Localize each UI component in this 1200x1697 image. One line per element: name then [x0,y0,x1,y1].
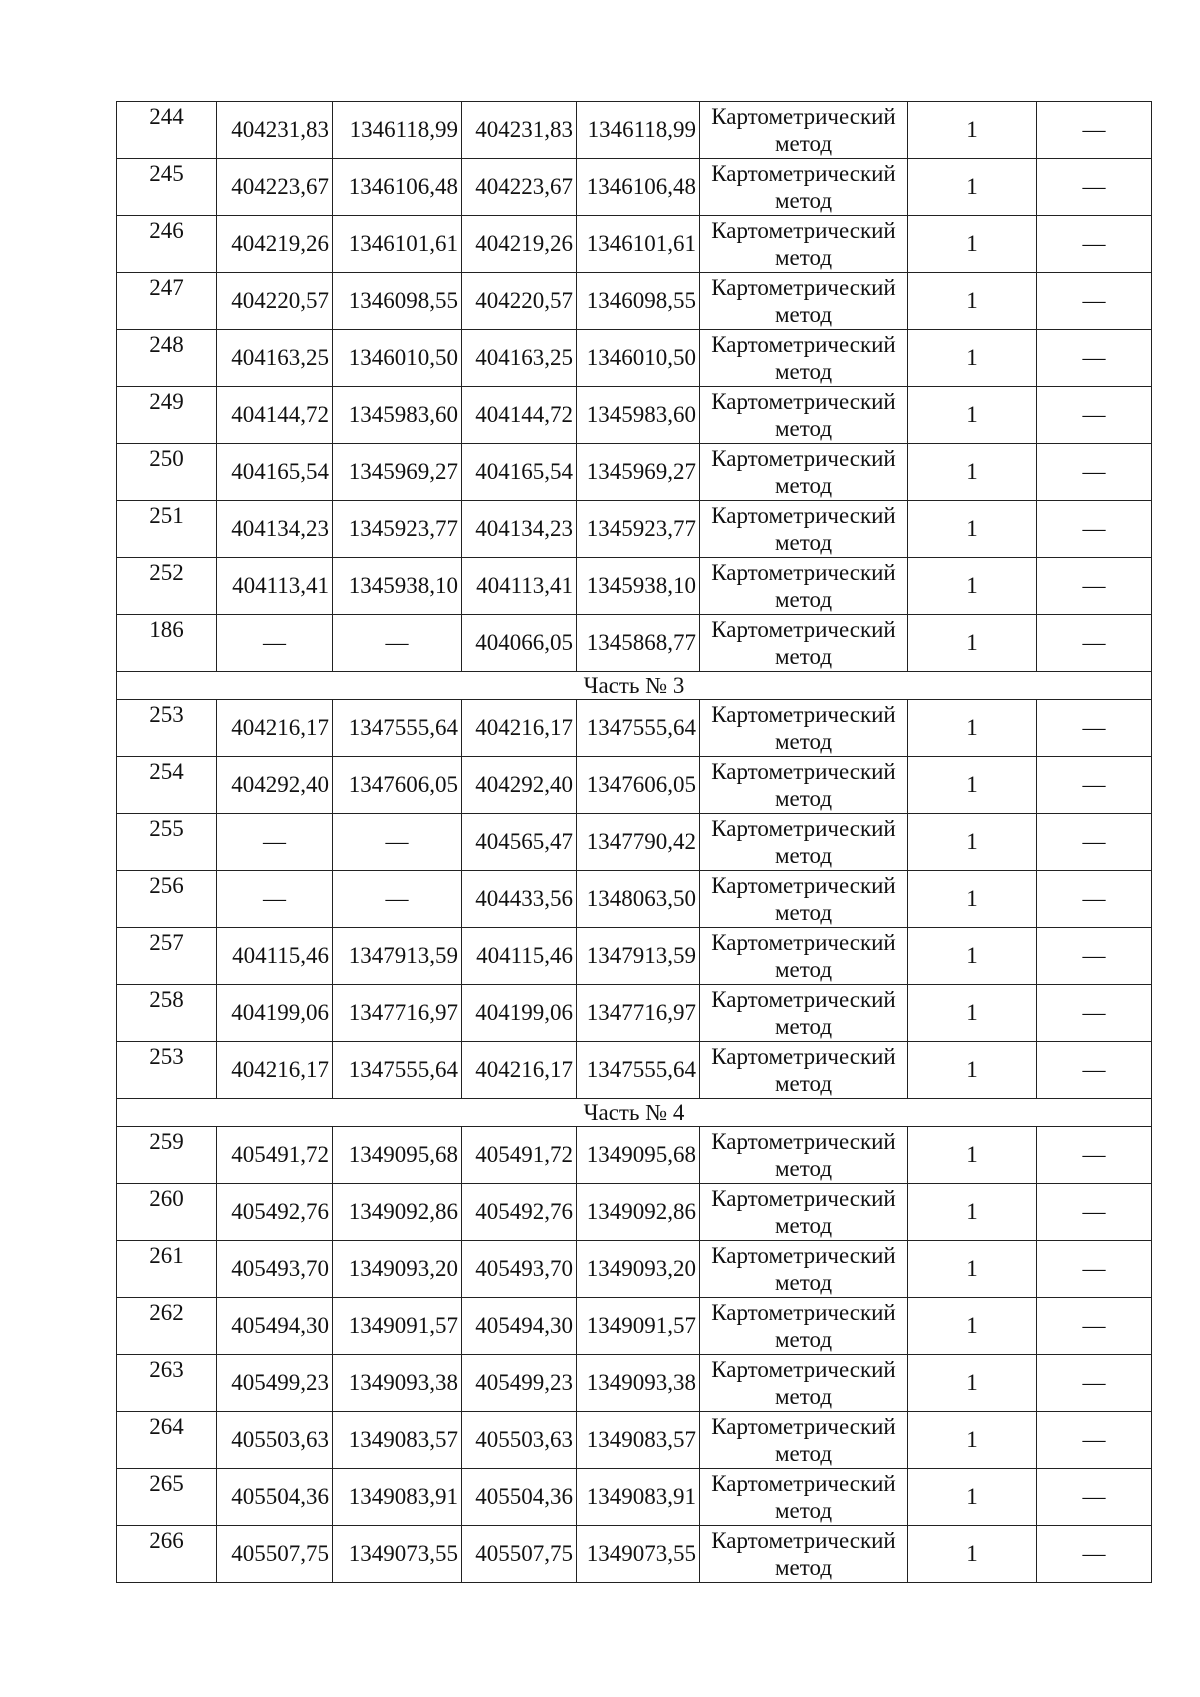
point-number-cell: 260 [117,1184,217,1241]
method-line-2: метод [774,1498,833,1523]
coordinate-cell-y1: 1349073,55 [333,1526,462,1583]
method-cell [700,330,908,387]
method-line-1: Картометрический [711,1471,896,1496]
note-cell: — [1037,1184,1152,1241]
method-line-1: Картометрический [711,759,896,784]
coordinate-cell-y2: 1345983,60 [577,387,700,444]
coordinate-cell-x2: 404115,46 [462,928,577,985]
note-cell: — [1037,871,1152,928]
method-cell [700,1241,908,1298]
coordinate-cell-x1: 404165,54 [217,444,333,501]
method-line-1: Картометрический [711,1300,896,1325]
coordinate-cell-y1: 1345938,10 [333,558,462,615]
method-cell [700,1184,908,1241]
part-header-row [117,1099,1152,1127]
table-row [117,1355,1152,1412]
table-row [117,615,1152,672]
method-line-1: Картометрический [711,503,896,528]
coordinate-cell-y2: 1349093,20 [577,1241,700,1298]
method-cell [700,273,908,330]
method-line-1: Картометрический [711,275,896,300]
point-number-cell: 249 [117,387,217,444]
coordinate-cell-x1: 404219,26 [217,216,333,273]
accuracy-cell: 1 [908,1241,1037,1298]
note-cell: — [1037,558,1152,615]
note-cell: — [1037,1469,1152,1526]
accuracy-cell: 1 [908,615,1037,672]
point-number-cell: 248 [117,330,217,387]
coordinate-cell-y2: 1349091,57 [577,1298,700,1355]
coordinate-cell-y2: 1345923,77 [577,501,700,558]
method-line-1: Картометрический [711,1044,896,1069]
coordinate-cell-y2: 1346010,50 [577,330,700,387]
coordinate-cell-y2: 1347555,64 [577,700,700,757]
method-line-2: метод [774,843,833,868]
point-number-cell: 261 [117,1241,217,1298]
coordinate-cell-x2: 405493,70 [462,1241,577,1298]
coordinate-cell-x2: 404219,26 [462,216,577,273]
coordinate-cell-x1: 404134,23 [217,501,333,558]
coordinate-cell-x2: 404066,05 [462,615,577,672]
table-row [117,757,1152,814]
point-number-cell: 262 [117,1298,217,1355]
accuracy-cell: 1 [908,102,1037,159]
method-cell [700,501,908,558]
method-line-2: метод [774,957,833,982]
method-cell [700,159,908,216]
coordinate-cell-x1: 404199,06 [217,985,333,1042]
method-line-2: метод [774,1071,833,1096]
method-line-2: метод [774,131,833,156]
note-cell: — [1037,1355,1152,1412]
note-cell: — [1037,700,1152,757]
point-number-cell: 253 [117,1042,217,1099]
coordinate-cell-y1: 1347913,59 [333,928,462,985]
coordinate-cell-x2: 404565,47 [462,814,577,871]
coordinate-cell-x2: 404199,06 [462,985,577,1042]
coordinate-cell-x2: 404216,17 [462,700,577,757]
method-line-2: метод [774,644,833,669]
coordinate-cell-x1: — [217,615,333,672]
coordinate-cell-x1: — [217,871,333,928]
method-line-1: Картометрический [711,987,896,1012]
accuracy-cell: 1 [908,1526,1037,1583]
coordinate-cell-x1: 405504,36 [217,1469,333,1526]
note-cell: — [1037,985,1152,1042]
table-row [117,387,1152,444]
accuracy-cell: 1 [908,273,1037,330]
note-cell: — [1037,444,1152,501]
table-body [117,102,1152,1583]
table-row [117,1412,1152,1469]
coordinate-cell-y1: 1347716,97 [333,985,462,1042]
coordinate-cell-y2: 1349093,38 [577,1355,700,1412]
coordinate-cell-y1: 1345969,27 [333,444,462,501]
method-cell [700,387,908,444]
accuracy-cell: 1 [908,216,1037,273]
point-number-cell: 263 [117,1355,217,1412]
point-number-cell: 251 [117,501,217,558]
coordinate-cell-y1: 1349093,38 [333,1355,462,1412]
note-cell: — [1037,102,1152,159]
accuracy-cell: 1 [908,1298,1037,1355]
method-line-1: Картометрический [711,1414,896,1439]
method-cell [700,1412,908,1469]
coordinate-cell-y1: 1349093,20 [333,1241,462,1298]
coordinate-cell-y2: 1346106,48 [577,159,700,216]
coordinate-cell-x2: 404292,40 [462,757,577,814]
accuracy-cell: 1 [908,1469,1037,1526]
table-row [117,558,1152,615]
method-line-1: Картометрический [711,1357,896,1382]
method-line-2: метод [774,1441,833,1466]
table-row [117,501,1152,558]
coordinate-cell-y2: 1347716,97 [577,985,700,1042]
coordinate-cell-x2: 404433,56 [462,871,577,928]
coordinate-cell-x1: 404144,72 [217,387,333,444]
method-cell [700,1526,908,1583]
coordinate-cell-x2: 404223,67 [462,159,577,216]
accuracy-cell: 1 [908,928,1037,985]
method-line-2: метод [774,1270,833,1295]
table-row [117,273,1152,330]
coordinate-cell-y1: 1346106,48 [333,159,462,216]
method-line-2: метод [774,1156,833,1181]
table-row [117,1298,1152,1355]
note-cell: — [1037,216,1152,273]
table-row [117,102,1152,159]
coordinate-cell-x2: 404216,17 [462,1042,577,1099]
method-line-1: Картометрический [711,702,896,727]
method-cell [700,102,908,159]
method-line-2: метод [774,245,833,270]
method-cell [700,615,908,672]
note-cell: — [1037,1127,1152,1184]
coordinate-cell-y1: 1346101,61 [333,216,462,273]
method-cell [700,1355,908,1412]
method-line-2: метод [774,1327,833,1352]
note-cell: — [1037,387,1152,444]
coordinate-cell-y1: — [333,871,462,928]
method-line-1: Картометрический [711,617,896,642]
coordinate-cell-x1: 405494,30 [217,1298,333,1355]
coordinate-cell-x2: 404134,23 [462,501,577,558]
coordinate-cell-y1: 1349095,68 [333,1127,462,1184]
method-line-2: метод [774,1384,833,1409]
coordinate-cell-y1: 1345923,77 [333,501,462,558]
accuracy-cell: 1 [908,1184,1037,1241]
method-line-1: Картометрический [711,1528,896,1553]
point-number-cell: 252 [117,558,217,615]
point-number-cell: 254 [117,757,217,814]
note-cell: — [1037,330,1152,387]
part-header-row [117,672,1152,700]
method-line-1: Картометрический [711,816,896,841]
table-row [117,700,1152,757]
method-line-1: Картометрический [711,389,896,414]
method-cell [700,1469,908,1526]
table-row [117,1469,1152,1526]
accuracy-cell: 1 [908,501,1037,558]
note-cell: — [1037,928,1152,985]
method-cell [700,216,908,273]
coordinate-cell-y2: 1346098,55 [577,273,700,330]
coordinate-cell-y2: 1347555,64 [577,1042,700,1099]
coordinate-cell-y1: 1346010,50 [333,330,462,387]
method-line-1: Картометрический [711,930,896,955]
method-cell [700,1042,908,1099]
coordinate-cell-x1: 404216,17 [217,1042,333,1099]
coordinate-cell-x1: 405499,23 [217,1355,333,1412]
method-cell [700,757,908,814]
note-cell: — [1037,1298,1152,1355]
method-cell [700,444,908,501]
table-row [117,1526,1152,1583]
coordinate-cell-y1: 1345983,60 [333,387,462,444]
accuracy-cell: 1 [908,871,1037,928]
coordinate-cell-y1: — [333,814,462,871]
coordinate-cell-x2: 405491,72 [462,1127,577,1184]
coordinate-cell-x1: 404231,83 [217,102,333,159]
coordinate-cell-x1: 405503,63 [217,1412,333,1469]
method-line-2: метод [774,359,833,384]
accuracy-cell: 1 [908,444,1037,501]
note-cell: — [1037,757,1152,814]
point-number-cell: 256 [117,871,217,928]
method-line-2: метод [774,302,833,327]
table-row [117,1127,1152,1184]
method-cell [700,871,908,928]
method-cell [700,928,908,985]
accuracy-cell: 1 [908,700,1037,757]
method-line-2: метод [774,729,833,754]
coordinate-cell-y2: 1349073,55 [577,1526,700,1583]
method-line-1: Картометрический [711,446,896,471]
coordinate-cell-x2: 404144,72 [462,387,577,444]
point-number-cell: 245 [117,159,217,216]
coordinate-cell-y1: 1347555,64 [333,1042,462,1099]
point-number-cell: 258 [117,985,217,1042]
note-cell: — [1037,814,1152,871]
coordinate-cell-x1: 404223,67 [217,159,333,216]
point-number-cell: 250 [117,444,217,501]
table-row [117,814,1152,871]
table-row [117,985,1152,1042]
coordinate-cell-x2: 405503,63 [462,1412,577,1469]
coordinate-cell-y2: 1349083,57 [577,1412,700,1469]
method-line-1: Картометрический [711,1186,896,1211]
accuracy-cell: 1 [908,1412,1037,1469]
accuracy-cell: 1 [908,757,1037,814]
method-cell [700,985,908,1042]
table-row [117,928,1152,985]
accuracy-cell: 1 [908,814,1037,871]
method-cell [700,558,908,615]
coordinate-cell-y1: 1346098,55 [333,273,462,330]
method-cell [700,700,908,757]
part-label: Часть № 4 [117,1099,1152,1127]
coordinate-cell-x1: 405492,76 [217,1184,333,1241]
method-line-2: метод [774,1014,833,1039]
coordinate-cell-x2: 404231,83 [462,102,577,159]
point-number-cell: 266 [117,1526,217,1583]
coordinate-cell-x1: 404163,25 [217,330,333,387]
accuracy-cell: 1 [908,330,1037,387]
coordinate-cell-y2: 1348063,50 [577,871,700,928]
method-line-2: метод [774,1555,833,1580]
part-label: Часть № 3 [117,672,1152,700]
point-number-cell: 244 [117,102,217,159]
coordinate-cell-y1: 1347555,64 [333,700,462,757]
table-row [117,1042,1152,1099]
coordinate-cell-x1: — [217,814,333,871]
table-row [117,1184,1152,1241]
table-row [117,1241,1152,1298]
coordinate-cell-y2: 1347790,42 [577,814,700,871]
coordinate-cell-x2: 405504,36 [462,1469,577,1526]
point-number-cell: 186 [117,615,217,672]
point-number-cell: 246 [117,216,217,273]
note-cell: — [1037,1412,1152,1469]
coordinate-cell-y2: 1346101,61 [577,216,700,273]
method-line-2: метод [774,188,833,213]
table-row [117,444,1152,501]
coordinates-table [116,101,1152,1583]
coordinate-cell-x2: 405494,30 [462,1298,577,1355]
method-line-1: Картометрический [711,1243,896,1268]
method-line-2: метод [774,530,833,555]
coordinate-cell-y1: 1346118,99 [333,102,462,159]
point-number-cell: 253 [117,700,217,757]
coordinate-cell-x1: 405507,75 [217,1526,333,1583]
note-cell: — [1037,1042,1152,1099]
accuracy-cell: 1 [908,159,1037,216]
point-number-cell: 264 [117,1412,217,1469]
note-cell: — [1037,615,1152,672]
coordinate-cell-x1: 404113,41 [217,558,333,615]
coordinate-cell-y1: 1349083,57 [333,1412,462,1469]
coordinate-cell-y1: — [333,615,462,672]
coordinate-cell-y2: 1349083,91 [577,1469,700,1526]
method-line-1: Картометрический [711,873,896,898]
point-number-cell: 257 [117,928,217,985]
coordinate-cell-y2: 1347913,59 [577,928,700,985]
method-line-1: Картометрический [711,104,896,129]
accuracy-cell: 1 [908,985,1037,1042]
coordinate-cell-x1: 404292,40 [217,757,333,814]
coordinate-cell-y2: 1349095,68 [577,1127,700,1184]
note-cell: — [1037,273,1152,330]
table-row [117,216,1152,273]
coordinate-cell-x2: 405507,75 [462,1526,577,1583]
coordinate-cell-y2: 1345868,77 [577,615,700,672]
table-row [117,159,1152,216]
point-number-cell: 247 [117,273,217,330]
note-cell: — [1037,159,1152,216]
method-line-1: Картометрический [711,332,896,357]
table-row [117,330,1152,387]
coordinate-cell-x2: 405499,23 [462,1355,577,1412]
accuracy-cell: 1 [908,1355,1037,1412]
method-line-1: Картометрический [711,218,896,243]
coordinate-cell-x2: 404113,41 [462,558,577,615]
coordinate-cell-x1: 405491,72 [217,1127,333,1184]
method-line-2: метод [774,1213,833,1238]
table-row [117,871,1152,928]
note-cell: — [1037,1526,1152,1583]
coordinate-cell-y2: 1347606,05 [577,757,700,814]
coordinate-cell-y2: 1346118,99 [577,102,700,159]
point-number-cell: 265 [117,1469,217,1526]
coordinate-cell-x2: 404163,25 [462,330,577,387]
accuracy-cell: 1 [908,1042,1037,1099]
coordinate-cell-y1: 1349083,91 [333,1469,462,1526]
accuracy-cell: 1 [908,558,1037,615]
method-line-2: метод [774,473,833,498]
coordinate-cell-y1: 1347606,05 [333,757,462,814]
method-line-2: метод [774,900,833,925]
coordinate-cell-y1: 1349092,86 [333,1184,462,1241]
method-line-2: метод [774,416,833,441]
method-cell [700,814,908,871]
note-cell: — [1037,1241,1152,1298]
method-line-1: Картометрический [711,1129,896,1154]
coordinate-cell-y2: 1345969,27 [577,444,700,501]
coordinate-cell-x2: 404220,57 [462,273,577,330]
method-line-2: метод [774,587,833,612]
coordinate-cell-x1: 405493,70 [217,1241,333,1298]
method-line-1: Картометрический [711,161,896,186]
coordinate-cell-y2: 1349092,86 [577,1184,700,1241]
method-line-1: Картометрический [711,560,896,585]
method-cell [700,1127,908,1184]
accuracy-cell: 1 [908,387,1037,444]
coordinate-cell-x2: 404165,54 [462,444,577,501]
point-number-cell: 255 [117,814,217,871]
coordinate-cell-y2: 1345938,10 [577,558,700,615]
coordinate-cell-x1: 404220,57 [217,273,333,330]
coordinate-cell-x1: 404115,46 [217,928,333,985]
note-cell: — [1037,501,1152,558]
accuracy-cell: 1 [908,1127,1037,1184]
method-line-2: метод [774,786,833,811]
coordinate-cell-y1: 1349091,57 [333,1298,462,1355]
point-number-cell: 259 [117,1127,217,1184]
coordinate-cell-x2: 405492,76 [462,1184,577,1241]
method-cell [700,1298,908,1355]
coordinate-cell-x1: 404216,17 [217,700,333,757]
